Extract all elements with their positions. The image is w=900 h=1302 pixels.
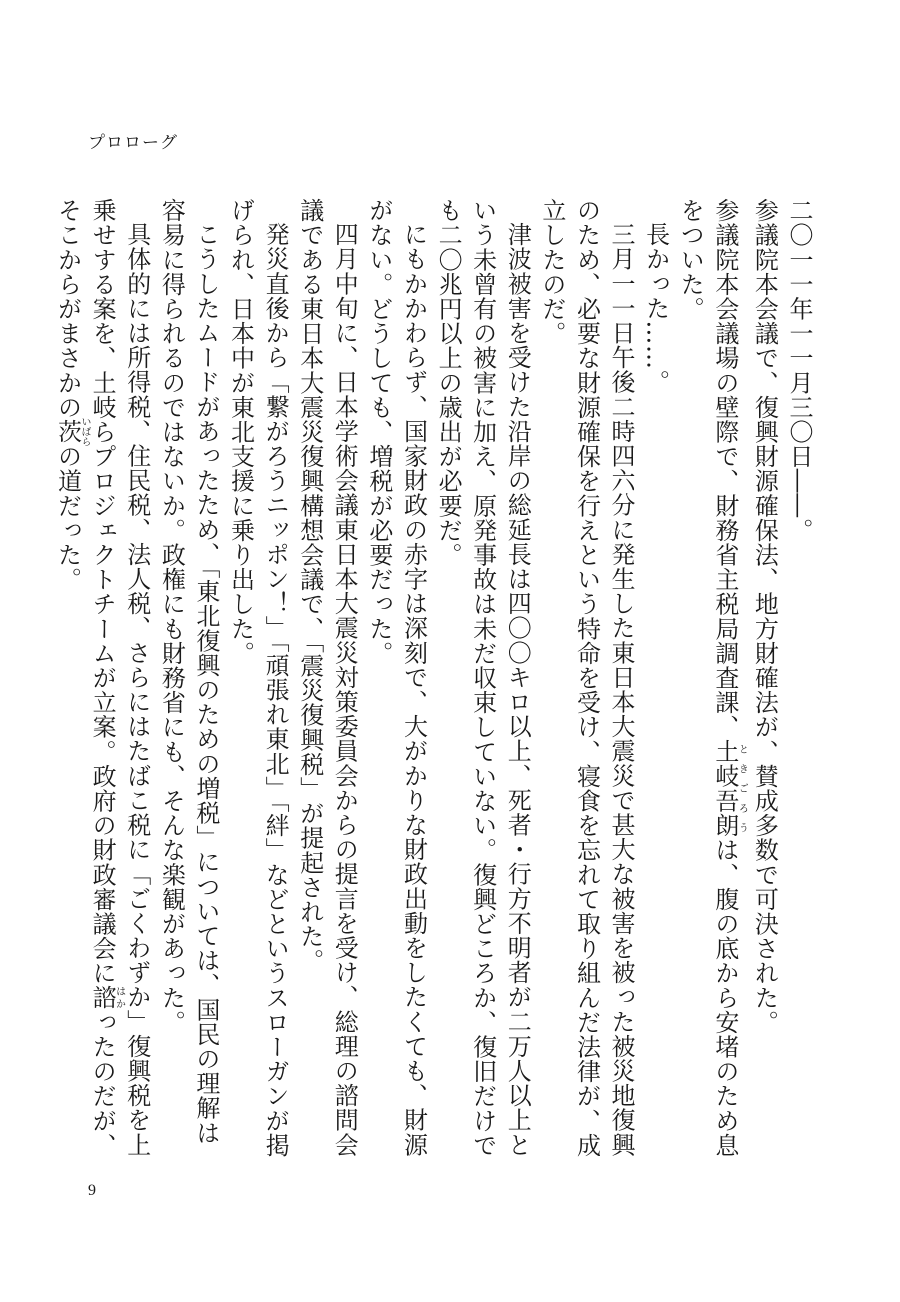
ruby-base: 土岐吾朗 bbox=[710, 739, 739, 838]
vertical-body-text bbox=[53, 198, 816, 1158]
ruby-base: 茨 bbox=[53, 416, 82, 447]
text-segment: の道だった。 bbox=[53, 444, 82, 592]
paragraph-mood: こうしたムードがあったため、「東北復興のための増税」については、国民の理解は容易に得られるのではないか。政権にも財務省にも、そんな楽観があった。 bbox=[157, 198, 220, 1145]
ruby-reading: いばら bbox=[79, 416, 91, 447]
ruby-haka bbox=[88, 985, 125, 1010]
paragraph-date: 二〇一一年一一月三〇日――。 bbox=[785, 198, 813, 543]
paragraph-april: 四月中旬に、日本学術会議東日本大震災対策委員会からの提言を受け、総理の諮問会議である東日本大震災復興構想会議で、「震災復興税」が提起された。 bbox=[295, 198, 359, 1157]
text-segment: 参議院本会議場の壁際で、財務省主税局調査課、 bbox=[710, 198, 739, 740]
page-number: 9 bbox=[88, 1182, 96, 1199]
text-segment: ったのだが、そこからがまさかの bbox=[53, 198, 117, 1158]
ruby-reading: はか bbox=[113, 985, 125, 1010]
paragraph-deficit: にもかかわらず、国家財政の赤字は深刻で、大がかりな財政出動をしたくても、財源がない。どうしても、増税が必要だった。 bbox=[364, 198, 428, 1157]
text-segment: は、腹の底から安堵のため息をついた。 bbox=[676, 198, 739, 1158]
running-head: プロローグ bbox=[88, 133, 178, 153]
ruby-ibara bbox=[53, 416, 91, 447]
paragraph-earthquake: 三月一一日午後二時四六分に発生した東日本大震災で甚大な被害を被った被災地復興のため、必要な財源確保を行えという特命を受け、寝食を忘れて取り組んだ法律が、成立したのだ。 bbox=[537, 198, 636, 1158]
paragraph-law-passed: 参議院本会議で、復興財源確保法、地方財確法が、賛成多数で可決された。 bbox=[750, 198, 779, 1035]
paragraph-slogans: 発災直後から「繋がろうニッポン！」「頑張れ東北」「絆」などというスローガンが掲げられ、日本中が東北支援に乗り出した。 bbox=[226, 198, 290, 1158]
paragraph-tax-plan bbox=[50, 198, 154, 1158]
paragraph-tsunami: 津波被害を受けた沿岸の総延長は四〇〇キロ以上、死者・行方不明者が二万人以上という未曾有の被害に加え、原発事故は未だ収束していない。復興どころか、復旧だけでも二〇兆円以上の歳出が必要だ。 bbox=[434, 198, 532, 1158]
ruby-toki-goro bbox=[710, 739, 748, 838]
paragraph-toki-relief bbox=[673, 198, 747, 1158]
paragraph-long-time: 長かった……。 bbox=[641, 222, 670, 395]
ruby-base: 諮 bbox=[88, 985, 117, 1010]
text-segment: 具体的には所得税、住民税、法人税、さらにはたばこ税に「ごくわずか」復興税を上乗せする案を、土岐らプロジェクトチームが立案。政府の財政審議会に bbox=[88, 198, 151, 1157]
ruby-reading: ときごろう bbox=[736, 739, 748, 838]
